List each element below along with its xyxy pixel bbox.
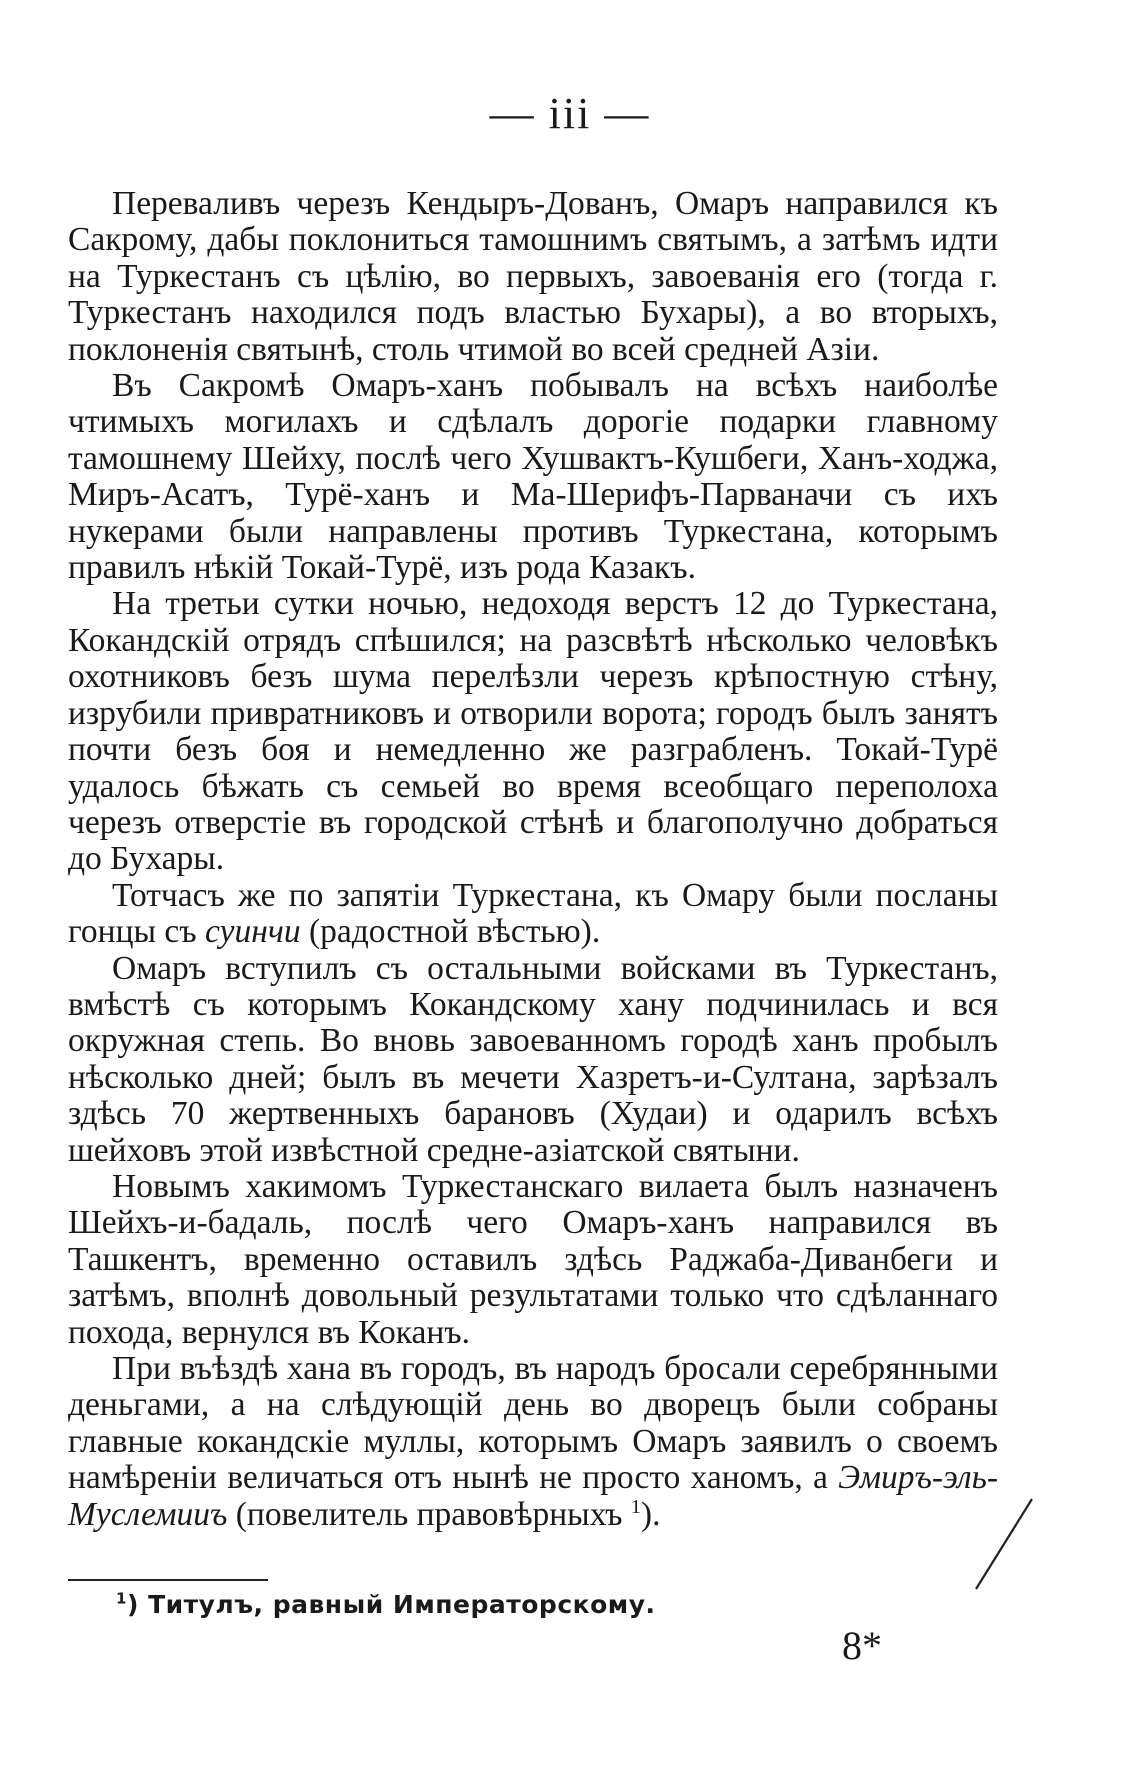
paragraph-1: Переваливъ черезъ Кендыръ-Дованъ, Омаръ направился къ Сакрому, дабы поклониться тамошнимъ святымъ, а затѣмъ идти на Туркестанъ съ цѣлію, во первыхъ, завоеванія его (тогда г. Туркестанъ находился подъ властью Бухары), а во вторыхъ, поклоненія святынѣ, столь чтимой во всей средней Азіи.	[68, 185, 998, 368]
paragraph-7	[68, 1351, 998, 1533]
paragraph-4-start: Тотчасъ же по запятіи Туркестана, къ Омару были посланы гонцы съ	[68, 876, 998, 951]
footnote-marker: 1	[116, 1589, 127, 1608]
footnote-text: ) Титулъ, равный Императорскому.	[126, 1590, 656, 1619]
footnote-reference[interactable]: 1	[630, 1495, 641, 1518]
paragraph-7-middle: (повелитель правовѣрныхъ	[227, 1495, 631, 1533]
italic-title-emir: Эмиръ-эль-Муслемииъ	[68, 1459, 998, 1533]
footnote	[116, 1590, 656, 1619]
paragraph-2: Въ Сакромѣ Омаръ-ханъ побывалъ на всѣхъ наиболѣе чтимыхъ могилахъ и сдѣлалъ дорогіе подарки главному тамошнему Шейху, послѣ чего Хушвактъ-Кушбеги, Ханъ-ходжа, Миръ-Асатъ, Турё-ханъ и Ма-Шерифъ-Парваначи съ ихъ нукерами были направлены противъ Туркестана, которымъ правилъ нѣкій Токай-Турё, изъ рода Казакъ.	[68, 367, 998, 587]
paragraph-4-end: (радостной вѣстью).	[300, 913, 601, 951]
paragraph-7-start: При въѣздѣ хана въ городъ, въ народъ бросали серебрянными деньгами, а на слѣдующій день во дворецъ были собраны главные кокандскіе муллы, которымъ Омаръ заявилъ о своемъ намѣреніи величаться отъ нынѣ не просто ханомъ, а	[68, 1350, 998, 1497]
italic-term-suinchi: суинчи	[204, 913, 301, 951]
footnote-divider	[68, 1579, 268, 1581]
pen-mark	[970, 1495, 1040, 1595]
page-number: — iii —	[489, 89, 651, 138]
paragraph-4	[68, 878, 998, 951]
paragraph-7-end: ).	[640, 1495, 661, 1533]
paragraph-3: На третьи сутки ночью, недоходя верстъ 12 до Туркестана, Кокандскій отрядъ спѣшился; на разсвѣтѣ нѣсколько человѣкъ охотниковъ безъ шума перелѣзли черезъ крѣпостную стѣну, изрубили привратниковъ и отворили ворота; городъ былъ занятъ почти безъ боя и немедленно же разграбленъ. Токай-Турё удалось бѣжать съ семьей во время всеобщаго переполоха черезъ отверстіе въ городской стѣнѣ и благополучно добраться до Бухары.	[68, 585, 998, 878]
signature-mark: 8*	[842, 1623, 882, 1668]
paragraph-5: Омаръ вступилъ съ остальными войсками въ Туркестанъ, вмѣстѣ съ которымъ Кокандскому хану подчинилась и вся окружная степь. Во вновь завоеванномъ городѣ ханъ пробылъ нѣсколько дней; былъ въ мечети Хазретъ-и-Султана, зарѣзалъ здѣсь 70 жертвенныхъ барановъ (Худаи) и одарилъ всѣхъ шейховъ этой извѣстной средне-азіатской святыни.	[68, 949, 998, 1169]
paragraph-6: Новымъ хакимомъ Туркестанскаго вилаета былъ назначенъ Шейхъ-и-бадаль, послѣ чего Омаръ-ханъ направился въ Ташкентъ, временно оставилъ здѣсь Раджаба-Диванбеги и затѣмъ, вполнѣ довольный результатами только что сдѣланнаго похода, вернулся въ Коканъ.	[68, 1167, 998, 1351]
body-text	[68, 186, 998, 1533]
